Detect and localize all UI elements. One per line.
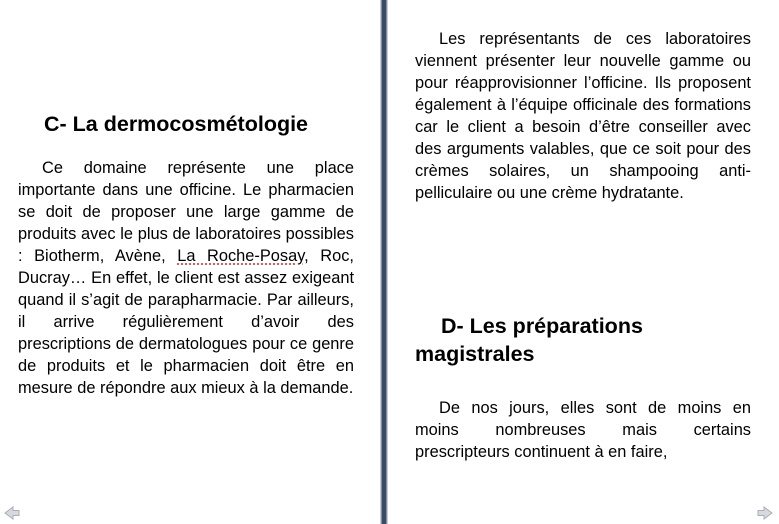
section-heading-d [415,312,745,368]
dermocosmetologie-paragraph [18,157,354,399]
right-paragraph-1 [415,28,751,204]
left-arrow-icon[interactable] [2,505,22,521]
right-page [388,0,779,524]
paragraph-text-start: Ce domaine représente une place importante dans une officine. Le pharmacien se doit de proposer une large gamme de produits avec le plus de laboratoires possibles : Biotherm, Avène, [18,159,354,265]
section-heading-d-line2: magistrales [415,342,535,366]
left-paragraph [18,157,354,399]
left-page [0,0,380,524]
representants-paragraph: Les représentants de ces laboratoires viennent présenter leur nouvelle gamme ou pour réapprovisionner l’officine. Ils proposent également à l’équipe officinale des formations car le client a besoin d’être conseiller avec des arguments valables, que ce soit pour des crèmes solaires, un shampooing anti-pelliculaire ou une crème hydratante. [415,30,751,202]
right-arrow-icon[interactable] [755,505,775,521]
section-heading-d-line1: D- Les préparations [441,314,643,338]
right-paragraph-2 [415,397,751,463]
page-divider [380,0,388,524]
section-heading-c: C- La dermocosmétologie [44,112,309,136]
paragraph-text-end: , Roc, Ducray… En effet, le client est assez exigeant quand il s’agit de parapharmacie. Par ailleurs, il arrive régulièrement d’avoir des prescriptions de dermatologues pour ce genre de produits et le pharmacien doit être en mesure de répondre aux mieux à la demande. [18,247,354,397]
misspelled-word[interactable]: La Roche-Posay [177,247,305,265]
preparations-paragraph: De nos jours, elles sont de moins en moins nombreuses mais certains prescripteurs continuent à en faire, [415,399,751,461]
